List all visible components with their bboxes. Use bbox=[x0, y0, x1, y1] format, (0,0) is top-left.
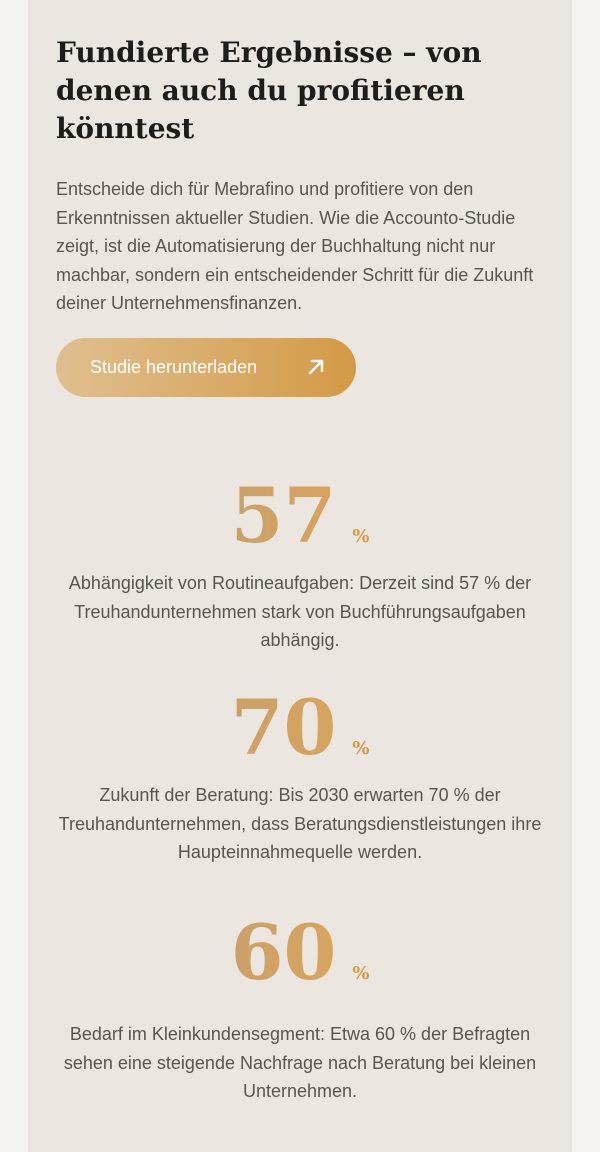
results-section bbox=[28, 0, 572, 1152]
stat-60-description: Bedarf im Kleinkundensegment: Etwa 60 % der Befragten sehen eine steigende Nachfrage nach Beratung bei kleinen Unternehmen. bbox=[63, 1024, 537, 1101]
download-study-button[interactable] bbox=[56, 338, 356, 397]
arrow-up-right-icon bbox=[306, 357, 326, 377]
intro-paragraph: Entscheide dich für Mebrafino und profitiere von den Erkenntnissen aktueller Studien. Wie die Accounto-Studie zeigt, ist die Automatisierung der Buchhaltung nicht nur machbar, sondern ein entscheidender Schritt für die Zukunft deiner Unternehmensfinanzen. bbox=[56, 179, 534, 313]
stat-60-number bbox=[28, 908, 572, 997]
stat-57-description: Abhängigkeit von Routineaufgaben: Derzeit sind 57 % der Treuhandunternehmen stark von Buchführungsaufgaben abhängig. bbox=[68, 573, 532, 650]
stat-unit: % bbox=[352, 526, 370, 547]
download-study-label: Studie herunterladen bbox=[90, 357, 258, 377]
stat-unit: % bbox=[352, 963, 370, 984]
section-heading: Fundierte Ergebnisse – von denen auch du profitieren könntest bbox=[56, 36, 482, 145]
stat-unit: % bbox=[352, 738, 370, 759]
stat-value: 57 bbox=[230, 471, 337, 560]
stat-70-number bbox=[28, 683, 572, 772]
stat-value: 70 bbox=[230, 683, 337, 772]
stat-value: 60 bbox=[230, 908, 337, 997]
stat-70-description: Zukunft der Beratung: Bis 2030 erwarten 70 % der Treuhandunternehmen, dass Beratungsdienstleistungen ihre Haupteinnahmequelle werden. bbox=[58, 785, 542, 862]
stat-57-number bbox=[28, 471, 572, 560]
